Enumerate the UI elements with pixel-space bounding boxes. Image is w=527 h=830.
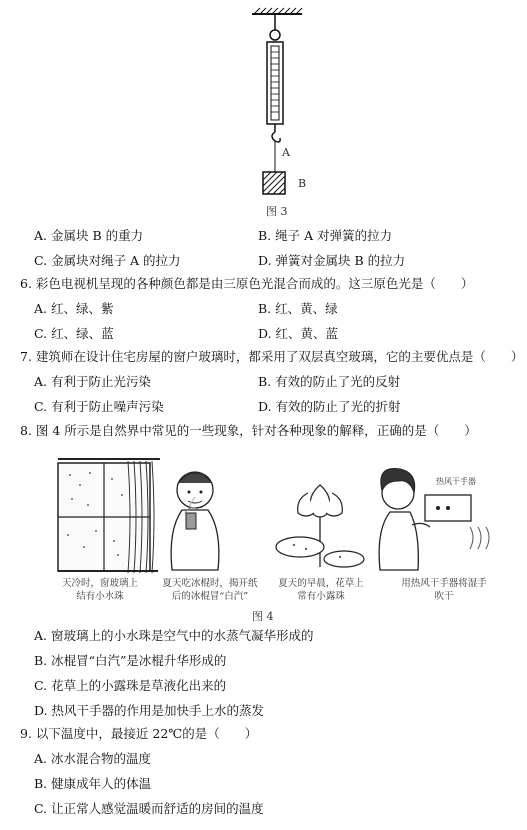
q9-option-b: B. 健康成年人的体温 bbox=[34, 776, 152, 791]
q7-option-a: A. 有利于防止光污染 bbox=[34, 374, 151, 389]
q8-option-d: D. 热风干手器的作用是加快手上水的蒸发 bbox=[34, 703, 265, 718]
q6-stem: 6. 彩色电视机呈现的各种颜色都是由三原色光混合而成的。这三原色光是（ ） bbox=[20, 276, 474, 291]
q7-stem: 7. 建筑师在设计住宅房屋的窗户玻璃时，都采用了双层真空玻璃，它的主要优点是（ ） bbox=[20, 349, 524, 364]
q9-option-c: C. 让正常人感觉温暖而舒适的房间的温度 bbox=[34, 801, 264, 816]
q8-option-a: A. 窗玻璃上的小水珠是空气中的水蒸气凝华形成的 bbox=[34, 628, 314, 643]
label-a: A bbox=[282, 146, 290, 159]
q5-option-d: D. 弹簧对金属块 B 的拉力 bbox=[258, 253, 406, 268]
q5-option-a: A. 金属块 B 的重力 bbox=[34, 228, 144, 243]
label-b: B bbox=[298, 177, 307, 190]
q8-stem: 8. 图 4 所示是自然界中常见的一些现象，针对各种现象的解释，正确的是（ ） bbox=[20, 423, 477, 438]
panel-4-caption: 用热风干手器将湿手吹干 bbox=[401, 578, 487, 602]
figure-4-caption: 图 4 bbox=[252, 610, 274, 623]
figure-3-caption: 图 3 bbox=[266, 205, 288, 218]
q9-option-a: A. 冰水混合物的温度 bbox=[34, 751, 151, 766]
q8-option-c: C. 花草上的小露珠是草液化出来的 bbox=[34, 678, 227, 693]
q5-option-c: C. 金属块对绳子 A 的拉力 bbox=[34, 253, 181, 268]
q6-option-c: C. 红、绿、蓝 bbox=[34, 326, 114, 341]
q6-option-d: D. 红、黄、蓝 bbox=[258, 326, 339, 341]
q6-option-a: A. 红、绿、紫 bbox=[34, 301, 114, 316]
spring-scale-diagram bbox=[0, 0, 527, 220]
q6-option-b: B. 红、黄、绿 bbox=[258, 301, 338, 316]
q7-option-b: B. 有效的防止了光的反射 bbox=[258, 374, 401, 389]
panel-2-caption: 夏天吃冰棍时，揭开纸后的冰棍冒“白汽” bbox=[162, 578, 258, 602]
panel-3-caption: 夏天的早晨，花草上常有小露珠 bbox=[278, 578, 364, 602]
q7-option-c: C. 有利于防止噪声污染 bbox=[34, 399, 164, 414]
q8-option-b: B. 冰棍冒“白汽”是冰棍升华形成的 bbox=[34, 653, 227, 668]
q7-option-d: D. 有效的防止了光的折射 bbox=[258, 399, 401, 414]
q5-option-b: B. 绳子 A 对弹簧的拉力 bbox=[258, 228, 393, 243]
panel-1-caption: 天冷时，窗玻璃上结有小水珠 bbox=[61, 578, 138, 602]
q9-stem: 9. 以下温度中，最接近 22℃的是（ ） bbox=[20, 726, 258, 741]
hand-dryer-label: 热风干手器 bbox=[436, 477, 476, 486]
